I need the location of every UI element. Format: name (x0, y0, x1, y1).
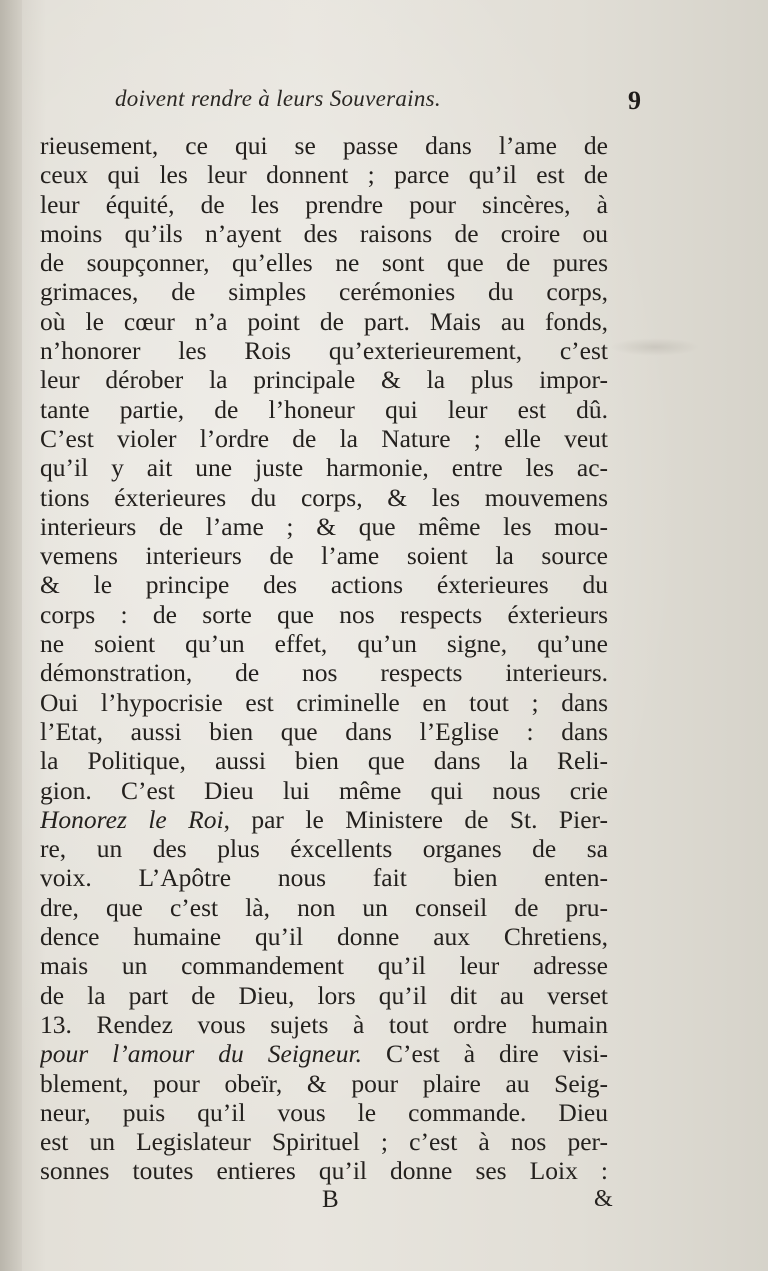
text-line: neur, puis qu’il vous le commande. Dieu (40, 1097, 608, 1127)
text-line: & le principe des actions éxterieures du (40, 570, 608, 600)
text-line: de la part de Dieu, lors qu’il dit au verset (40, 980, 608, 1010)
text-line: moins qu’ils n’ayent des raisons de croire ou (40, 218, 608, 248)
text-line: sonnes toutes entieres qu’il donne ses Loix : (40, 1156, 608, 1186)
text-line: interieurs de l’ame ; & que même les mou- (40, 511, 608, 541)
text-line-italic-lead: Honorez le Roi, par le Ministere de St. Pier- (40, 804, 608, 834)
text-line: blement, pour obeïr, & pour plaire au Seig- (40, 1068, 608, 1098)
text-line: vemens interieurs de l’ame soient la source (40, 541, 608, 571)
text-line: dre, que c’est là, non un conseil de pru- (40, 892, 608, 922)
text-line: démonstration, de nos respects interieurs. (40, 658, 608, 688)
text-line: voix. L’Apôtre nous fait bien enten- (40, 863, 608, 893)
text-line: mais un commandement qu’il leur adresse (40, 951, 608, 981)
text-line: qu’il y ait une juste harmonie, entre les ac- (40, 453, 608, 483)
text-line-italic-lead: pour l’amour du Seigneur. C’est à dire visi- (40, 1039, 608, 1069)
text-line: leur équité, de les prendre pour sincères, à (40, 189, 608, 219)
text-line: re, un des plus éxcellents organes de sa (40, 834, 608, 864)
text-line: C’est violer l’ordre de la Nature ; elle veut (40, 423, 608, 453)
ink-bleed-through (610, 338, 700, 356)
text-line: la Politique, aussi bien que dans la Reli- (40, 746, 608, 776)
catchword: & (594, 1186, 613, 1212)
text-line: dence humaine qu’il donne aux Chretiens, (40, 922, 608, 952)
page-number: 9 (628, 86, 641, 115)
text-line: rieusement, ce qui se passe dans l’ame de (40, 131, 608, 160)
text-line: n’honorer les Rois qu’exterieurement, c’est (40, 336, 608, 366)
text-line: grimaces, de simples cerémonies du corps, (40, 277, 608, 307)
text-line: ne soient qu’un effet, qu’un signe, qu’une (40, 629, 608, 659)
body-text (40, 131, 608, 1186)
text-line: l’Etat, aussi bien que dans l’Eglise : dans (40, 716, 608, 746)
text-line: ceux qui les leur donnent ; parce qu’il est de (40, 160, 608, 190)
text-line: 13. Rendez vous sujets à tout ordre humain (40, 1009, 608, 1039)
signature-mark: B (322, 1186, 339, 1213)
running-head: doivent rendre à leurs Souverains. (115, 86, 441, 111)
text-line: est un Legislateur Spirituel ; c’est à nos per- (40, 1127, 608, 1157)
text-line: gion. C’est Dieu lui même qui nous crie (40, 775, 608, 805)
text-line: de soupçonner, qu’elles ne sont que de pures (40, 248, 608, 278)
text-line: où le cœur n’a point de part. Mais au fonds, (40, 306, 608, 336)
text-line: tions éxterieures du corps, & les mouvemens (40, 482, 608, 512)
text-line: Oui l’hypocrisie est criminelle en tout ; dans (40, 687, 608, 717)
page-gutter-edge (0, 0, 22, 1271)
text-line: corps : de sorte que nos respects éxterieurs (40, 599, 608, 629)
text-line: leur dérober la principale & la plus impor- (40, 365, 608, 395)
text-line: tante partie, de l’honeur qui leur est dû. (40, 394, 608, 424)
